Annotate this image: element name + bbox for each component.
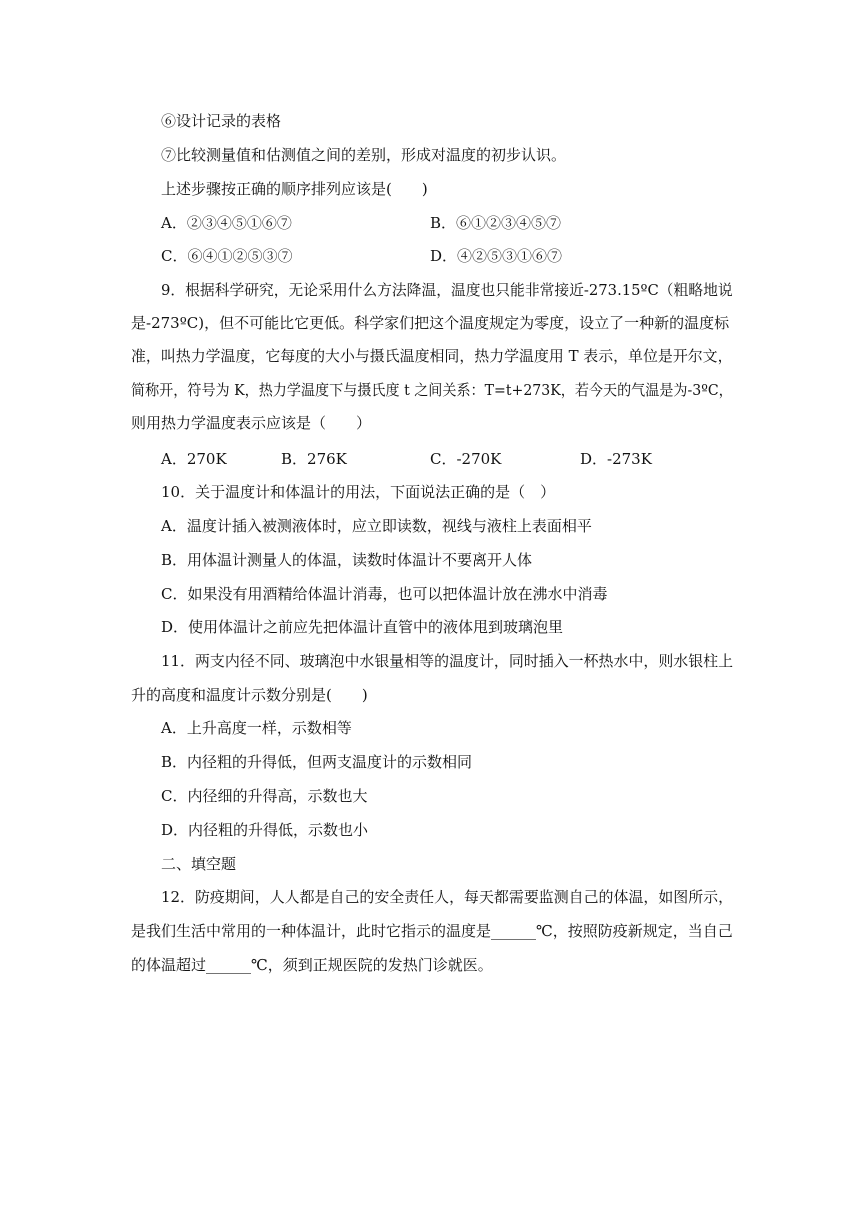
- question-9-option-b: B．276K: [281, 450, 347, 468]
- question-10-option-a: A．温度计插入被测液体时，应立即读数，视线与液柱上表面相平: [161, 517, 592, 535]
- question-9-line-5: 则用热力学温度表示应该是（ ）: [131, 414, 372, 432]
- question-11-line-2: 升的高度和温度计示数分别是( ): [131, 686, 368, 704]
- question-8-prompt: 上述步骤按正确的顺序排列应该是( ): [161, 180, 428, 198]
- question-10-stem: 10．关于温度计和体温计的用法，下面说法正确的是（ ）: [161, 483, 556, 501]
- question-11-option-b: B．内径粗的升得低，但两支温度计的示数相同: [161, 753, 473, 771]
- section-heading-fill-in: 二、填空题: [161, 855, 237, 873]
- question-8-option-b: B．⑥①②③④⑤⑦: [430, 214, 562, 232]
- question-9-line-1: 9．根据科学研究，无论采用什么方法降温，温度也只能非常接近-273.15ºC（粗略地说: [161, 281, 733, 299]
- question-8-option-c: C．⑥④①②⑤③⑦: [161, 247, 293, 265]
- question-10-option-d: D．使用体温计之前应先把体温计直管中的液体甩到玻璃泡里: [161, 618, 564, 636]
- question-11-option-a: A．上升高度一样，示数相等: [161, 719, 352, 737]
- question-12-line-2: 是我们生活中常用的一种体温计，此时它指示的温度是______℃，按照防疫新规定，当自己: [131, 922, 733, 940]
- question-11-line-1: 11．两支内径不同、玻璃泡中水银量相等的温度计，同时插入一杯热水中，则水银柱上: [161, 652, 734, 670]
- step-7: ⑦比较测量值和估测值之间的差别，形成对温度的初步认识。: [161, 146, 567, 164]
- question-11-option-d: D．内径粗的升得低，示数也小: [161, 821, 369, 839]
- question-9-option-d: D．-273K: [580, 450, 652, 468]
- question-9-line-2: 是-273ºC)，但不可能比它更低。科学家们把这个温度规定为零度，设立了一种新的温度标: [131, 314, 730, 332]
- question-12-line-3: 的体温超过______℃，须到正规医院的发热门诊就医。: [131, 956, 493, 974]
- question-9-option-a: A．270K: [161, 450, 227, 468]
- question-8-option-a: A．②③④⑤①⑥⑦: [161, 214, 292, 232]
- question-8-option-d: D．④②⑤③①⑥⑦: [430, 247, 563, 265]
- step-6: ⑥设计记录的表格: [161, 112, 282, 130]
- question-10-option-b: B．用体温计测量人的体温，读数时体温计不要离开人体: [161, 551, 533, 569]
- question-11-option-c: C．内径细的升得高，示数也大: [161, 787, 368, 805]
- question-9-option-c: C．-270K: [430, 450, 502, 468]
- question-10-option-c: C．如果没有用酒精给体温计消毒，也可以把体温计放在沸水中消毒: [161, 585, 608, 603]
- question-12-line-1: 12．防疫期间，人人都是自己的安全责任人，每天都需要监测自己的体温，如图所示，: [161, 888, 734, 906]
- question-9-line-4: 简称开，符号为 K，热力学温度下与摄氏度 t 之间关系：T=t+273K，若今天的气温是为-3ºC，: [131, 381, 733, 399]
- question-9-line-3: 准，叫热力学温度，它每度的大小与摄氏温度相同，热力学温度用 T 表示，单位是开尔文，: [131, 347, 733, 365]
